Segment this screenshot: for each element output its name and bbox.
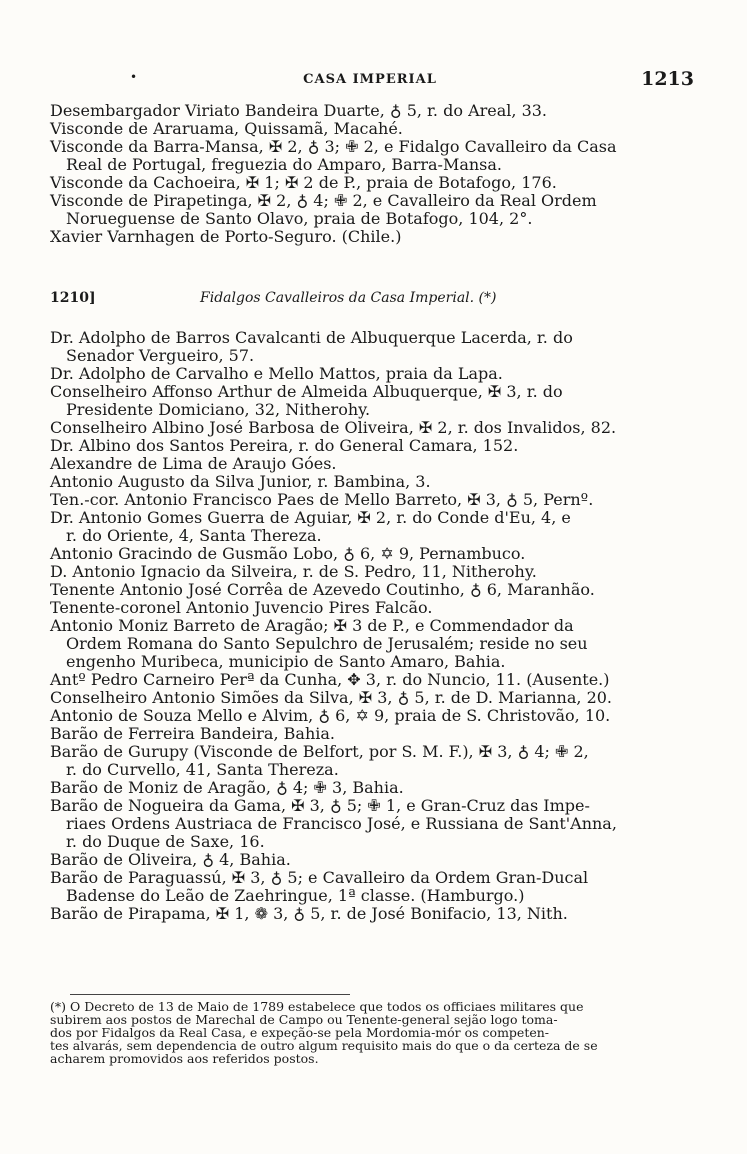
entry-line: Antonio Gracindo de Gusmão Lobo, ♁ 6, ✡ 9, Pernambuco. [50,544,526,563]
list-entry [50,797,690,851]
footnote-rule [70,994,350,995]
entry-line: Barão de Paraguassú, ✠ 3, ♁ 5; e Cavalleiro da Ordem Gran-Ducal [50,868,589,887]
footnote-line: subirem aos postos de Marechal de Campo ou Tenente-general sejão logo toma- [50,1012,558,1027]
section-title: Fidalgos Cavalleiros da Casa Imperial. (*) [200,290,497,306]
entry-line: Ordem Romana do Santo Sepulchro de Jerusalém; reside no seu [66,634,588,653]
entry-line: Presidente Domiciano, 32, Nitherohy. [66,400,371,419]
list-entry [50,437,690,455]
entry-line: Visconde da Barra-Mansa, ✠ 2, ♁ 3; ✙ 2, e Fidalgo Cavalleiro da Casa [50,137,617,156]
list-entry [50,581,690,599]
entry-line: Barão de Oliveira, ♁ 4, Bahia. [50,850,291,869]
entry-line: Antº Pedro Carneiro Perª da Cunha, ✥ 3, r. do Nuncio, 11. (Ausente.) [50,670,610,689]
page-header [50,0,694,108]
entry-line: Visconde de Araruama, Quissamã, Macahé. [50,119,403,138]
entry-line: Alexandre de Lima de Araujo Góes. [50,454,337,473]
entry-line: riaes Ordens Austriaca de Francisco José, e Russiana de Sant'Anna, [66,814,617,833]
header-mark: • [130,70,138,84]
list-entry [50,689,690,707]
list-entry [50,617,690,671]
fidalgos-list [50,329,690,923]
footnote-line: dos por Fidalgos da Real Casa, e expeção-se pela Mordomia-mór os competen- [50,1025,550,1040]
list-entry [50,329,690,365]
list-entry [50,228,690,246]
entry-line: Conselheiro Albino José Barbosa de Oliveira, ✠ 2, r. dos Invalidos, 82. [50,418,617,437]
list-entry [50,743,690,779]
list-entry [50,192,690,228]
footnote [50,1000,690,1065]
entry-line: Real de Portugal, freguezia do Amparo, Barra-Mansa. [66,155,503,174]
entry-line: Tenente-coronel Antonio Juvencio Pires Falcão. [50,598,433,617]
entries-continued [50,102,690,246]
entry-line: Conselheiro Antonio Simões da Silva, ✠ 3, ♁ 5, r. de D. Marianna, 20. [50,688,613,707]
list-entry [50,707,690,725]
entry-line: Xavier Varnhagen de Porto-Seguro. (Chile.) [50,227,402,246]
entry-line: r. do Duque de Saxe, 16. [66,832,265,851]
entry-line: Badense do Leão de Zaehringue, 1ª classe. (Hamburgo.) [66,886,525,905]
section-number: 1210] [50,290,96,306]
entry-line: r. do Oriente, 4, Santa Thereza. [66,526,322,545]
list-entry [50,455,690,473]
footnote-line: acharem promovidos aos referidos postos. [50,1051,319,1066]
list-entry [50,419,690,437]
document-page [50,0,694,1066]
entry-line: Dr. Adolpho de Carvalho e Mello Mattos, praia da Lapa. [50,364,503,383]
list-entry [50,671,690,689]
footnote-line: tes alvarás, sem dependencia de outro algum requisito mais do que o da certeza de se [50,1038,598,1053]
entry-line: Desembargador Viriato Bandeira Duarte, ♁ 5, r. do Areal, 33. [50,101,548,120]
running-title: CASA IMPERIAL [303,72,437,87]
list-entry [50,545,690,563]
entry-line: Antonio Augusto da Silva Junior, r. Bambina, 3. [50,472,431,491]
page-number: 1213 [641,68,694,90]
footnote-line: (*) O Decreto de 13 de Maio de 1789 estabelece que todos os officiaes militares que [50,999,584,1014]
entry-line: Barão de Gurupy (Visconde de Belfort, por S. M. F.), ✠ 3, ♁ 4; ✙ 2, [50,742,589,761]
list-entry [50,365,690,383]
list-entry [50,383,690,419]
entry-line: Barão de Moniz de Aragão, ♁ 4; ✙ 3, Bahia. [50,778,404,797]
entry-line: Antonio de Souza Mello e Alvim, ♁ 6, ✡ 9, praia de S. Christovão, 10. [50,706,611,725]
entry-line: D. Antonio Ignacio da Silveira, r. de S. Pedro, 11, Nitherohy. [50,562,537,581]
list-entry [50,869,690,905]
list-entry [50,509,690,545]
list-entry [50,725,690,743]
entry-line: Visconde de Pirapetinga, ✠ 2, ♁ 4; ✙ 2, e Cavalleiro da Real Ordem [50,191,597,210]
list-entry [50,174,690,192]
entry-line: Dr. Albino dos Santos Pereira, r. do General Camara, 152. [50,436,519,455]
list-entry [50,473,690,491]
list-entry [50,102,690,120]
entry-line: Visconde da Cachoeira, ✠ 1; ✠ 2 de P., praia de Botafogo, 176. [50,173,557,192]
list-entry [50,491,690,509]
entry-line: Norueguense de Santo Olavo, praia de Botafogo, 104, 2°. [66,209,533,228]
entry-line: Barão de Pirapama, ✠ 1, ❁ 3, ♁ 5, r. de José Bonifacio, 13, Nith. [50,904,568,923]
entry-line: Senador Vergueiro, 57. [66,346,255,365]
list-entry [50,905,690,923]
entry-line: Dr. Adolpho de Barros Cavalcanti de Albuquerque Lacerda, r. do [50,328,573,347]
entry-line: Barão de Ferreira Bandeira, Bahia. [50,724,335,743]
section-heading [50,290,690,310]
entry-line: engenho Muribeca, municipio de Santo Amaro, Bahia. [66,652,506,671]
entry-line: Tenente Antonio José Corrêa de Azevedo Coutinho, ♁ 6, Maranhão. [50,580,595,599]
list-entry [50,563,690,581]
entry-line: Dr. Antonio Gomes Guerra de Aguiar, ✠ 2, r. do Conde d'Eu, 4, e [50,508,571,527]
list-entry [50,851,690,869]
entry-line: Barão de Nogueira da Gama, ✠ 3, ♁ 5; ✙ 1, e Gran-Cruz das Impe- [50,796,590,815]
list-entry [50,138,690,174]
list-entry [50,120,690,138]
entry-line: Conselheiro Affonso Arthur de Almeida Albuquerque, ✠ 3, r. do [50,382,563,401]
list-entry [50,779,690,797]
entry-line: r. do Curvello, 41, Santa Thereza. [66,760,339,779]
entry-line: Ten.-cor. Antonio Francisco Paes de Mello Barreto, ✠ 3, ♁ 5, Pernº. [50,490,594,509]
entry-line: Antonio Moniz Barreto de Aragão; ✠ 3 de P., e Commendador da [50,616,574,635]
list-entry [50,599,690,617]
